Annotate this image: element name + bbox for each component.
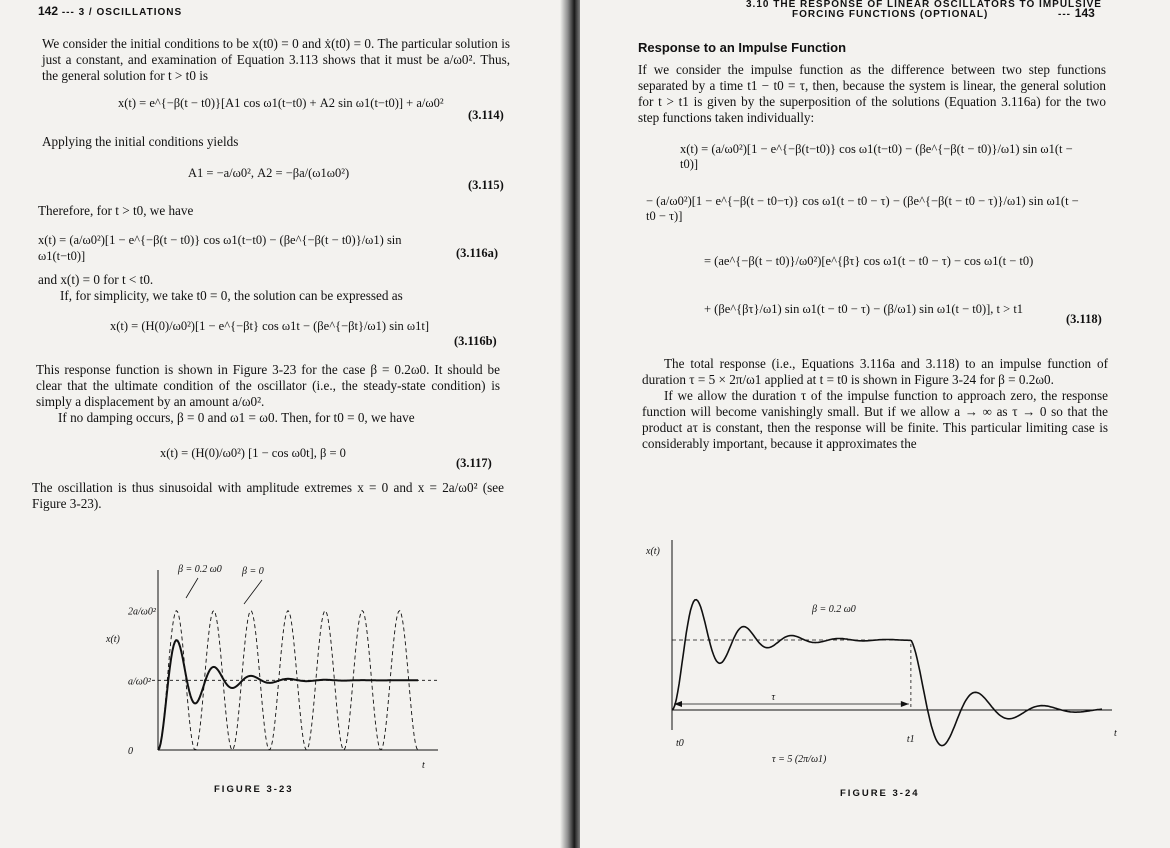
x-axis-label: t bbox=[1114, 728, 1117, 739]
left-para-2-text: Applying the initial conditions yields bbox=[42, 134, 239, 149]
eq-3-114-number: (3.114) bbox=[468, 108, 504, 122]
series-line-0 bbox=[158, 640, 418, 750]
figure-3-23-chart bbox=[100, 550, 440, 780]
figure-3-24-caption: FIGURE 3-24 bbox=[840, 788, 920, 799]
left-para-1-text: We consider the initial conditions to be x(t0) = 0 and ẋ(t0) = 0. The particular solution is just a constant, and examination of Equation 3.113 shows that it must be a/ω0². Thus, the general solution for t > t0 is bbox=[42, 36, 510, 83]
y-tick-label-0: 0 bbox=[128, 746, 133, 757]
right-page-number: 143 bbox=[1074, 6, 1095, 20]
tau-arrow-head-right bbox=[901, 701, 909, 707]
left-para-3 bbox=[38, 203, 506, 219]
annotation-undamped: β = 0 bbox=[242, 566, 264, 577]
figure-3-24-chart bbox=[642, 540, 1122, 780]
right-para-2 bbox=[642, 356, 1108, 452]
right-page bbox=[580, 0, 1170, 848]
annotation-beta: β = 0.2 ω0 bbox=[812, 604, 856, 615]
left-para-7 bbox=[32, 480, 504, 512]
right-page-number-area bbox=[1058, 6, 1095, 20]
left-para-2 bbox=[42, 134, 510, 150]
eq-3-117: x(t) = (H(0)/ω0²) [1 − cos ω0t], β = 0 bbox=[160, 446, 346, 460]
eq-3-117-number: (3.117) bbox=[456, 456, 492, 470]
right-running-head bbox=[746, 0, 1102, 20]
annotation-damped: β = 0.2 ω0 bbox=[178, 564, 222, 575]
left-para-5-text: This response function is shown in Figure 3-23 for the case β = 0.2ω0. It should be clear that the ultimate condition of the oscillator (i.e., the steady-state condition) is simply a displacement by an amount a/ω0². bbox=[36, 362, 500, 409]
x-axis-label: t bbox=[422, 760, 425, 771]
y-axis-label: x(t) bbox=[646, 546, 660, 557]
left-para-4a-text: and x(t) = 0 for t < t0. bbox=[38, 272, 154, 287]
eq-3-118-line-4: + (βe^{βτ}/ω1) sin ω1(t − t0 − τ) − (β/ω1) sin ω1(t − t0)], t > t1 bbox=[704, 302, 1024, 316]
left-para-4 bbox=[38, 272, 506, 304]
response-line bbox=[672, 600, 1102, 746]
eq-3-116a: x(t) = (a/ω0²)[1 − e^{−β(t − t0)} cos ω1(t−t0) − (βe^{−β(t − t0)}/ω1) sin ω1(t−t0)] bbox=[38, 233, 402, 263]
left-para-1 bbox=[42, 36, 510, 84]
right-para-1-text: If we consider the impulse function as the difference between two step functions separated by a time t1 − t0 = τ, then, because the system is linear, the general solution for t > t1 is given by the superposition of the solutions (Equation 3.116a) for the two step functions taken individually: bbox=[638, 62, 1106, 125]
right-para-2-text: The total response (i.e., Equations 3.116a and 3.118) to an impulse function of duration τ = 5 × 2π/ω1 applied at t = t0 is shown in Figure 3-24 for β = 0.2ω0. bbox=[642, 356, 1108, 387]
left-head-title: --- 3 / OSCILLATIONS bbox=[61, 7, 183, 18]
left-page bbox=[0, 0, 568, 848]
eq-3-115-number: (3.115) bbox=[468, 178, 504, 192]
eq-3-116b: x(t) = (H(0)/ω0²)[1 − e^{−βt} cos ω1t − (βe^{−βt}/ω1) sin ω1t] bbox=[110, 319, 430, 333]
eq-3-115: A1 = −a/ω0², A2 = −βa/(ω1ω0²) bbox=[188, 166, 350, 180]
eq-3-116b-number: (3.116b) bbox=[454, 334, 497, 348]
y-tick-label-2: 2a/ω0² bbox=[128, 606, 156, 618]
y-axis-label: x(t) bbox=[106, 633, 120, 645]
section-title: Response to an Impulse Function bbox=[638, 40, 847, 55]
eq-3-118-line-3: = (ae^{−β(t − t0)}/ω0²)[e^{βτ} cos ω1(t − t0 − τ) − cos ω1(t − t0) bbox=[704, 254, 1034, 268]
x-tick-label-t1: t1 bbox=[906, 734, 915, 745]
figure-3-23-caption: FIGURE 3-23 bbox=[214, 784, 294, 795]
right-head-line2: FORCING FUNCTIONS (OPTIONAL) bbox=[792, 9, 989, 20]
eq-3-118-line-2: − (a/ω0²)[1 − e^{−β(t − t0−τ)} cos ω1(t − t0 − τ) − (βe^{−β(t − t0 − τ)}/ω1) sin ω1(t − t0 − τ)] bbox=[646, 194, 1079, 223]
left-para-5 bbox=[36, 362, 500, 426]
eq-3-114: x(t) = e^{−β(t − t0)}[A1 cos ω1(t−t0) + A2 sin ω1(t−t0)] + a/ω0² bbox=[118, 96, 444, 110]
left-para-4b-text: If, for simplicity, we take t0 = 0, the solution can be expressed as bbox=[60, 288, 403, 303]
annotation-arrow-damped bbox=[186, 578, 198, 598]
right-para-1 bbox=[638, 62, 1106, 126]
left-para-7-text: The oscillation is thus sinusoidal with amplitude extremes x = 0 and x = 2a/ω0² (see Figure 3-23). bbox=[32, 480, 504, 511]
annotation-tau-value: τ = 5 (2π/ω1) bbox=[772, 754, 827, 765]
eq-3-116a-number: (3.116a) bbox=[456, 246, 499, 260]
tau-label: τ bbox=[771, 692, 776, 703]
left-running-head bbox=[38, 4, 182, 18]
left-para-3-text: Therefore, for t > t0, we have bbox=[38, 203, 194, 218]
left-para-6-text: If no damping occurs, β = 0 and ω1 = ω0. Then, for t0 = 0, we have bbox=[58, 410, 415, 425]
annotation-arrow-undamped bbox=[244, 580, 262, 604]
eq-3-118-number: (3.118) bbox=[1066, 312, 1102, 326]
right-para-3-text: If we allow the duration τ of the impulse function to approach zero, the response function will become vanishingly small. But if we allow a → ∞ as τ → 0 so that the product aτ is constant, then the response will be finite. This particular limiting case is considerably important, because it approximates the bbox=[642, 388, 1108, 451]
right-head-line1: 3.10 THE RESPONSE OF LINEAR OSCILLATORS TO IMPULSIVE bbox=[746, 0, 1102, 10]
left-page-number: 142 bbox=[38, 4, 59, 18]
eq-3-118-line-1: x(t) = (a/ω0²)[1 − e^{−β(t−t0)} cos ω1(t−t0) − (βe^{−β(t − t0)}/ω1) sin ω1(t − t0)] bbox=[680, 142, 1073, 171]
y-tick-label-1: a/ω0² bbox=[128, 676, 151, 688]
x-tick-label-t0: t0 bbox=[676, 738, 684, 749]
right-head-dash: --- bbox=[1058, 9, 1071, 20]
